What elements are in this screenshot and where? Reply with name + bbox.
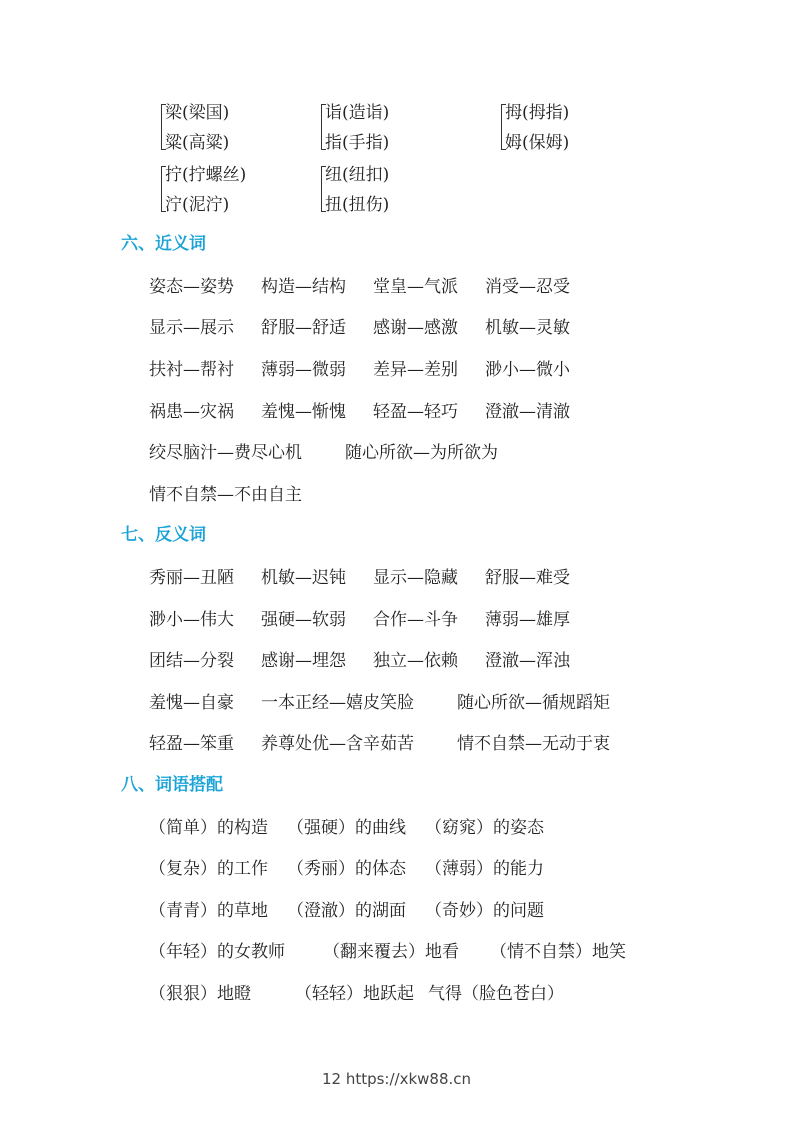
collocation: （强硬）的曲线 xyxy=(287,818,406,838)
word-pair: 感谢—感激 xyxy=(373,318,458,338)
word-pair: 澄澈—清澈 xyxy=(485,402,570,422)
word-pair: 堂皇—气派 xyxy=(373,277,458,297)
pair-top: 梁(梁国) xyxy=(165,103,230,123)
word-pair: 情不自禁—无动于衷 xyxy=(457,734,610,754)
word-row xyxy=(0,272,793,296)
word-row xyxy=(0,896,793,920)
word-pair: 随心所欲—循规蹈矩 xyxy=(457,693,610,713)
pair-bottom: 指(手指) xyxy=(325,133,390,153)
pair-bottom: 泞(泥泞) xyxy=(165,195,230,215)
word-pair: 薄弱—微弱 xyxy=(261,360,346,380)
word-row xyxy=(0,646,793,670)
collocation: （年轻）的女教师 xyxy=(149,942,285,962)
word-pair: 显示—展示 xyxy=(149,318,234,338)
word-row xyxy=(0,854,793,878)
collocation: （翻来覆去）地看 xyxy=(323,942,459,962)
word-pair: 扶衬—帮衬 xyxy=(149,360,234,380)
word-row xyxy=(0,605,793,629)
word-pair: 羞愧—自豪 xyxy=(149,693,234,713)
word-row xyxy=(0,313,793,337)
word-pair: 构造—结构 xyxy=(261,277,346,297)
pair-top: 拇(拇指) xyxy=(505,103,570,123)
pair-top: 诣(造诣) xyxy=(325,103,390,123)
word-pair: 感谢—埋怨 xyxy=(261,651,346,671)
word-pair: 独立—依赖 xyxy=(373,651,458,671)
collocation: （青青）的草地 xyxy=(149,901,268,921)
word-row xyxy=(0,688,793,712)
pair-bottom: 粱(高粱) xyxy=(165,133,230,153)
word-pair: 养尊处优—含辛茹苦 xyxy=(261,734,414,754)
word-row xyxy=(0,729,793,753)
word-pair: 强硬—软弱 xyxy=(261,610,346,630)
pair-bottom: 姆(保姆) xyxy=(505,133,570,153)
word-pair: 绞尽脑汁—费尽心机 xyxy=(149,443,302,463)
word-row xyxy=(0,438,793,462)
word-row xyxy=(0,480,793,504)
word-row xyxy=(0,397,793,421)
collocation: （情不自禁）地笑 xyxy=(490,942,626,962)
word-pair: 消受—忍受 xyxy=(485,277,570,297)
word-pair: 合作—斗争 xyxy=(373,610,458,630)
collocation: （简单）的构造 xyxy=(149,818,268,838)
word-pair: 薄弱—雄厚 xyxy=(485,610,570,630)
word-pair: 舒服—难受 xyxy=(485,568,570,588)
collocation: （窈窕）的姿态 xyxy=(425,818,544,838)
collocation: 气得（脸色苍白） xyxy=(428,984,564,1004)
collocation: （复杂）的工作 xyxy=(149,859,268,879)
collocation: （薄弱）的能力 xyxy=(425,859,544,879)
word-pair: 渺小—微小 xyxy=(485,360,570,380)
pair-bottom: 扭(扭伤) xyxy=(325,195,390,215)
collocation: （轻轻）地跃起 xyxy=(295,984,414,1004)
word-pair: 舒服—舒适 xyxy=(261,318,346,338)
word-pair: 羞愧—惭愧 xyxy=(261,402,346,422)
word-row xyxy=(0,813,793,837)
collocation: （澄澈）的湖面 xyxy=(287,901,406,921)
word-row xyxy=(0,937,793,961)
section-heading: 六、近义词 xyxy=(121,234,206,254)
word-pair: 澄澈—浑浊 xyxy=(485,651,570,671)
word-row xyxy=(0,979,793,1003)
collocation: （奇妙）的问题 xyxy=(425,901,544,921)
word-pair: 姿态—姿势 xyxy=(149,277,234,297)
word-pair: 差异—差别 xyxy=(373,360,458,380)
word-row xyxy=(0,563,793,587)
word-pair: 渺小—伟大 xyxy=(149,610,234,630)
word-pair: 情不自禁—不由自主 xyxy=(149,485,302,505)
word-pair: 轻盈—笨重 xyxy=(149,734,234,754)
word-pair: 随心所欲—为所欲为 xyxy=(345,443,498,463)
word-pair: 祸患—灾祸 xyxy=(149,402,234,422)
pair-top: 纽(纽扣) xyxy=(325,165,390,185)
word-pair: 秀丽—丑陋 xyxy=(149,568,234,588)
word-pair: 显示—隐藏 xyxy=(373,568,458,588)
word-row xyxy=(0,355,793,379)
word-pair: 轻盈—轻巧 xyxy=(373,402,458,422)
word-pair: 一本正经—嬉皮笑脸 xyxy=(261,693,414,713)
section-heading: 七、反义词 xyxy=(121,525,206,545)
word-pair: 团结—分裂 xyxy=(149,651,234,671)
section-heading: 八、词语搭配 xyxy=(121,775,223,795)
page-footer: 12 https://xkw88.cn xyxy=(321,1070,472,1088)
word-pair: 机敏—迟钝 xyxy=(261,568,346,588)
collocation: （狠狠）地瞪 xyxy=(149,984,251,1004)
word-pair: 机敏—灵敏 xyxy=(485,318,570,338)
pair-top: 拧(拧螺丝) xyxy=(165,165,247,185)
collocation: （秀丽）的体态 xyxy=(287,859,406,879)
